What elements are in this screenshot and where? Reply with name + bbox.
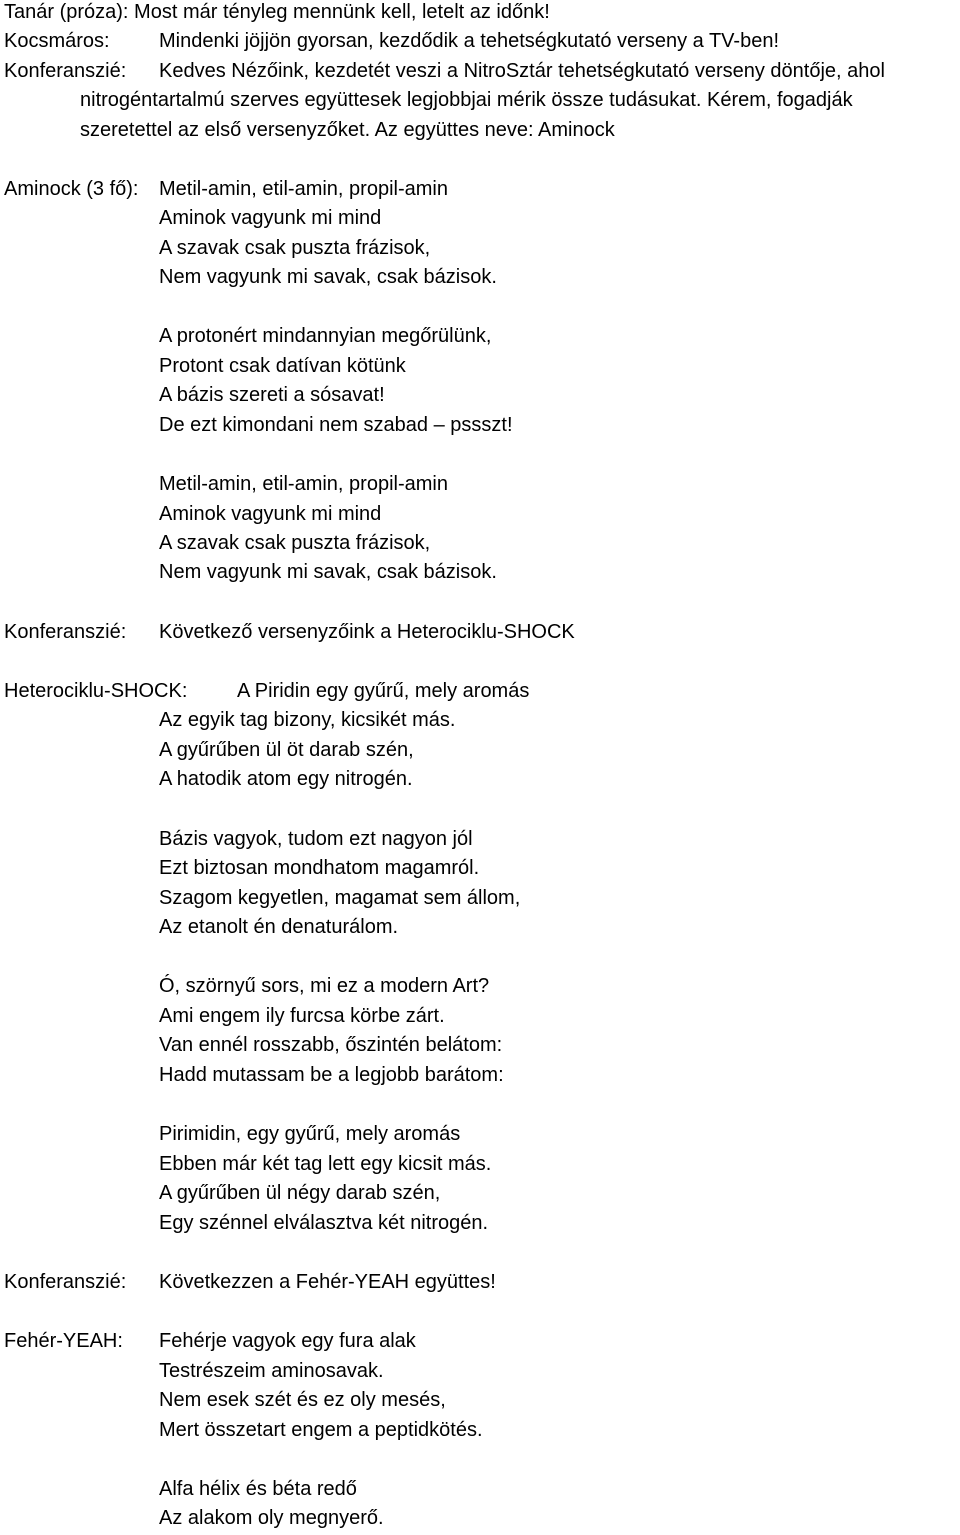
aminock-line: Metil-amin, etil-amin, propil-amin (159, 178, 448, 200)
konferanszie-line: Következő versenyzőink a Heterociklu-SHOCK (159, 621, 575, 643)
speaker-konferanszie: Konferanszié: (4, 621, 127, 643)
feher-line: Alfa hélix és béta redő (159, 1478, 357, 1500)
konferanszie-line-2: nitrogéntartalmú szerves együttesek legjobbjai mérik össze tudásukat. Kérem, fogadják (80, 89, 853, 111)
hetero-line: Ebben már két tag lett egy kicsit más. (159, 1153, 492, 1175)
hetero-line: Az etanolt én denaturálom. (159, 916, 399, 938)
konferanszie-line: Következzen a Fehér-YEAH együttes! (159, 1271, 496, 1293)
hetero-line: Van ennél rosszabb, őszintén belátom: (159, 1034, 503, 1056)
hetero-line: Bázis vagyok, tudom ezt nagyon jól (159, 828, 473, 850)
hetero-line: Pirimidin, egy gyűrű, mely aromás (159, 1123, 461, 1145)
konferanszie-line-1: Kedves Nézőink, kezdetét veszi a NitroSztár tehetségkutató verseny döntője, ahol (159, 60, 885, 82)
feher-line: Mert összetart engem a peptidkötés. (159, 1419, 483, 1441)
hetero-line: A Piridin egy gyűrű, mely aromás (237, 680, 530, 702)
aminock-line: Aminok vagyunk mi mind (159, 503, 382, 525)
aminock-line: A szavak csak puszta frázisok, (159, 532, 431, 554)
speaker-heterociklu-shock: Heterociklu-SHOCK: (4, 680, 188, 702)
aminock-line: Metil-amin, etil-amin, propil-amin (159, 473, 448, 495)
intro-line-1: Tanár (próza): Most már tényleg mennünk kell, letelt az időnk! (4, 1, 550, 23)
hetero-line: Az egyik tag bizony, kicsikét más. (159, 709, 456, 731)
feher-line: Fehérje vagyok egy fura alak (159, 1330, 416, 1352)
hetero-line: A gyűrűben ül négy darab szén, (159, 1182, 441, 1204)
hetero-line: Szagom kegyetlen, magamat sem állom, (159, 887, 521, 909)
kocsmaros-line: Mindenki jöjjön gyorsan, kezdődik a tehetségkutató verseny a TV-ben! (159, 30, 779, 52)
feher-line: Nem esek szét és ez oly mesés, (159, 1389, 446, 1411)
hetero-line: A hatodik atom egy nitrogén. (159, 768, 413, 790)
speaker-kocsmaros: Kocsmáros: (4, 30, 110, 52)
aminock-line: Aminok vagyunk mi mind (159, 207, 382, 229)
speaker-konferanszie: Konferanszié: (4, 60, 127, 82)
feher-line: Testrészeim aminosavak. (159, 1360, 384, 1382)
aminock-line: A szavak csak puszta frázisok, (159, 237, 431, 259)
aminock-line: A bázis szereti a sósavat! (159, 384, 385, 406)
aminock-line: Protont csak datívan kötünk (159, 355, 406, 377)
speaker-konferanszie: Konferanszié: (4, 1271, 127, 1293)
aminock-line: De ezt kimondani nem szabad – pssszt! (159, 414, 513, 436)
aminock-line: A protonért mindannyian megőrülünk, (159, 325, 492, 347)
hetero-line: A gyűrűben ül öt darab szén, (159, 739, 414, 761)
hetero-line: Ó, szörnyű sors, mi ez a modern Art? (159, 975, 490, 997)
hetero-line: Hadd mutassam be a legjobb barátom: (159, 1064, 504, 1086)
konferanszie-line-3: szeretettel az első versenyzőket. Az együttes neve: Aminock (80, 119, 615, 141)
speaker-aminock: Aminock (3 fő): (4, 178, 139, 200)
hetero-line: Ezt biztosan mondhatom magamról. (159, 857, 480, 879)
aminock-line: Nem vagyunk mi savak, csak bázisok. (159, 266, 497, 288)
speaker-feher-yeah: Fehér-YEAH: (4, 1330, 123, 1352)
hetero-line: Egy szénnel elválasztva két nitrogén. (159, 1212, 489, 1234)
feher-line: Az alakom oly megnyerő. (159, 1507, 384, 1529)
hetero-line: Ami engem ily furcsa körbe zárt. (159, 1005, 445, 1027)
aminock-line: Nem vagyunk mi savak, csak bázisok. (159, 561, 497, 583)
